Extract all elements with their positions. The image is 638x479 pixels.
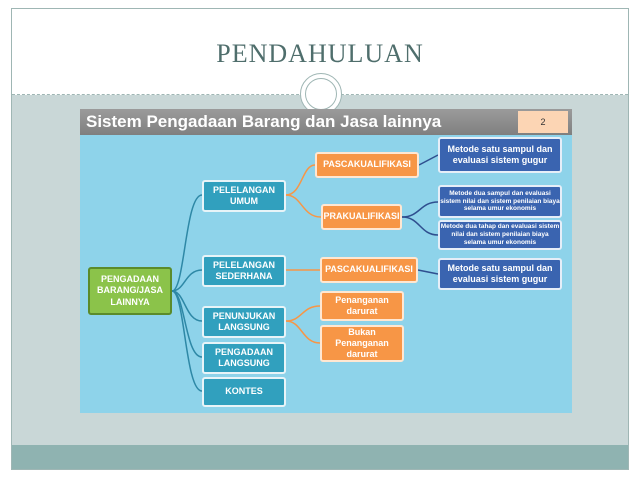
node-pascakualifikasi-umum: PASCAKUALIFIKASI [315, 152, 419, 178]
node-bukan-penanganan-darurat: Bukan Penanganan darurat [320, 325, 404, 362]
slide-title: PENDAHULUAN [216, 39, 424, 68]
footer-band [12, 445, 628, 469]
node-eval-satu-sampul-1: Metode satu sampul dan evaluasi sistem gugur [438, 137, 562, 173]
node-eval-dua-tahap: Metode dua tahap dan evaluasi sistem nilai dan sistem penilaian biaya selama umur ekonomis [438, 220, 562, 250]
node-eval-dua-sampul: Metode dua sampul dan evaluasi sistem nilai dan sistem penilaian biaya selama umur ekonomis [438, 185, 562, 218]
connector-umum-pasca [286, 165, 315, 195]
node-prakualifikasi: PRAKUALIFIKASI [321, 204, 402, 230]
connector-root-umum [172, 195, 202, 291]
connector-penunjukan-darurat [286, 306, 320, 321]
node-pelelangan-umum: PELELANGAN UMUM [202, 180, 286, 212]
connector-umum-pra [286, 195, 321, 217]
connector-sederhana-eval [418, 270, 438, 274]
node-kontes: KONTES [202, 377, 286, 407]
connector-pra-eval1 [402, 202, 438, 217]
connector-pra-eval2 [402, 217, 438, 235]
connector-pasca-eval [419, 155, 438, 165]
node-pascakualifikasi-sederhana: PASCAKUALIFIKASI [320, 257, 418, 283]
node-pelelangan-sederhana: PELELANGAN SEDERHANA [202, 255, 286, 287]
node-eval-satu-sampul-2: Metode satu sampul dan evaluasi sistem gugur [438, 258, 562, 290]
node-penunjukan-langsung: PENUNJUKAN LANGSUNG [202, 306, 286, 338]
diagram-title: Sistem Pengadaan Barang dan Jasa lainnya [86, 112, 442, 131]
connector-root-kontes [172, 291, 202, 391]
node-penanganan-darurat: Penanganan darurat [320, 291, 404, 321]
node-root: PENGADAAN BARANG/JASA LAINNYA [88, 267, 172, 315]
node-pengadaan-langsung: PENGADAAN LANGSUNG [202, 342, 286, 374]
procurement-diagram [80, 109, 572, 413]
divider-ornament-inner [305, 78, 337, 110]
connector-penunjukan-bukan [286, 321, 320, 343]
diagram-page-number: 2 [518, 111, 568, 133]
